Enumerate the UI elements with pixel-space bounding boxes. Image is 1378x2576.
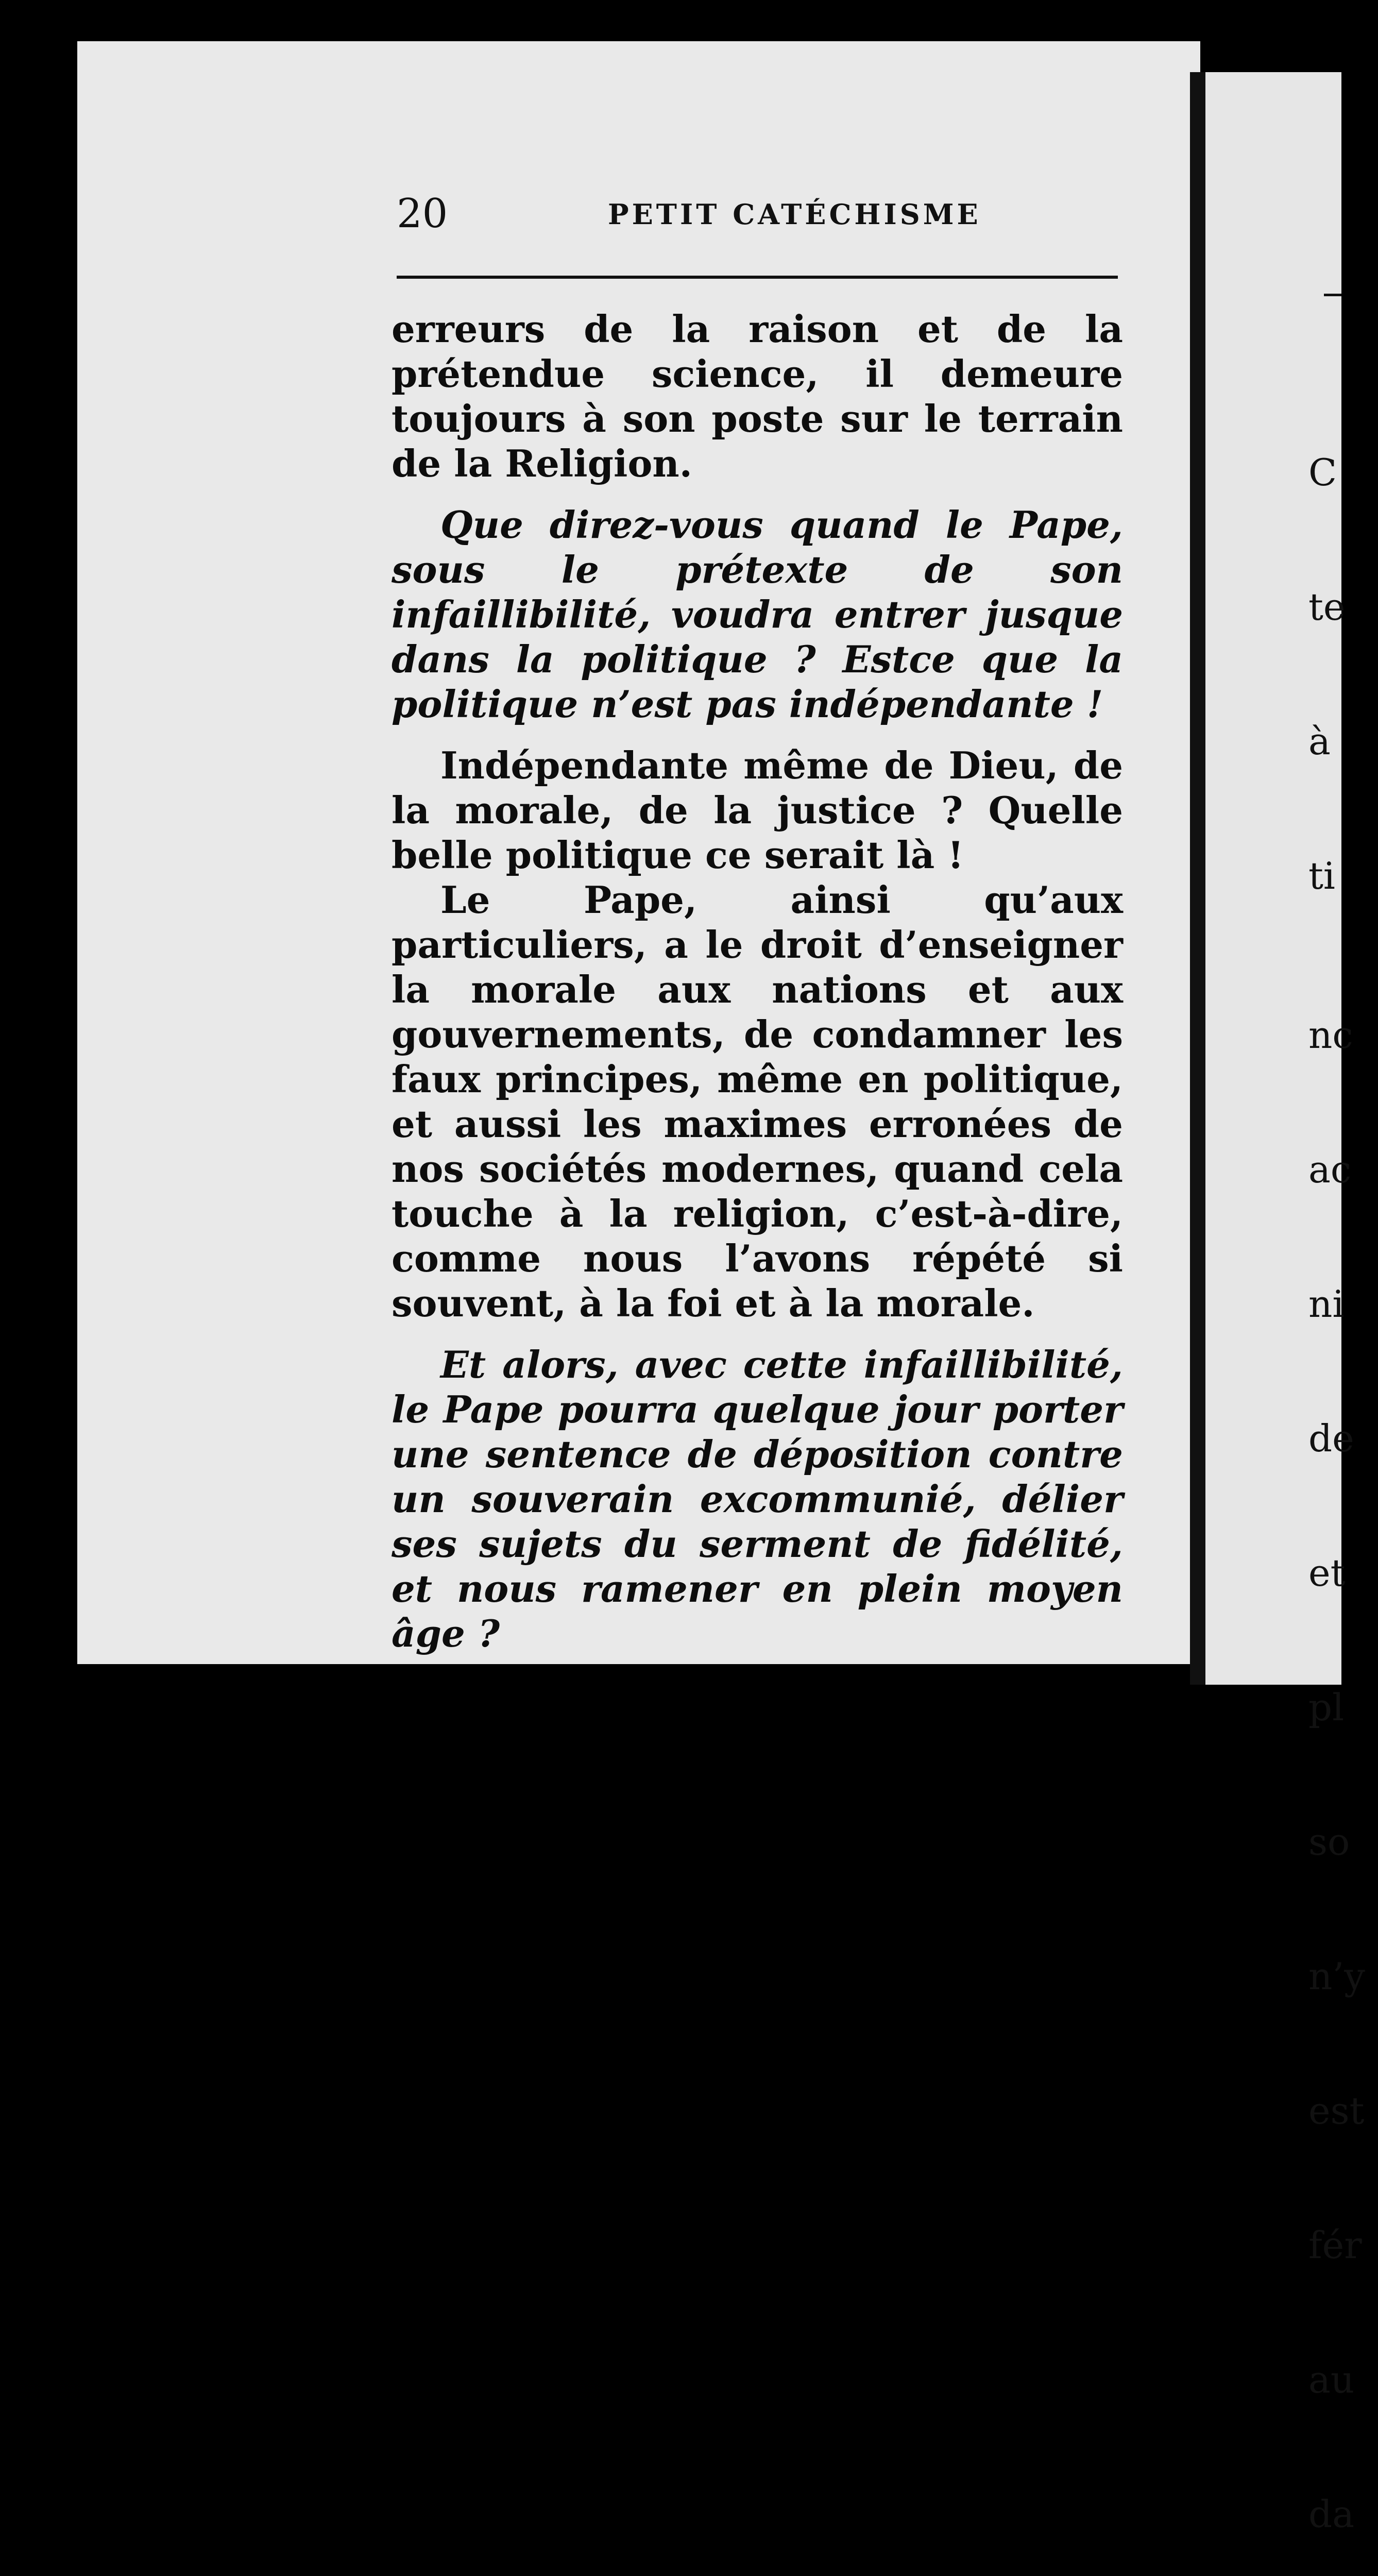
header-rule — [397, 276, 1118, 279]
running-head: PETIT CATÉCHISME — [608, 198, 981, 231]
fragment: fér — [1308, 2224, 1362, 2267]
fragment: te — [1308, 585, 1346, 629]
fragment: ac — [1308, 1148, 1352, 1191]
body-text — [392, 307, 1123, 1656]
right-page-fragments — [1308, 361, 1378, 2576]
answer-2: Le Pape, ainsi qu’aux particuliers, a le droit d’enseigner la morale aux nations et aux gouvernements, de condamner les faux principes, même en politique, et aussi les maximes erronées de nos sociétés modernes, quand cela touche à la religion, c’est-à-dire, comme nous l’avons répété si souvent, à la foi et à la morale. — [392, 878, 1123, 1325]
fragment: à — [1308, 720, 1331, 763]
fragment: nc — [1308, 1013, 1353, 1057]
question-2: Et alors, avec cette infaillibilité, le Pape pourra quelque jour porter une sentence de déposition contre un souverain excommunié, délier ses sujets du serment de fidélité, et nous ramener en plein moyen âge ? — [392, 1343, 1123, 1655]
page-number: 20 — [397, 191, 448, 237]
fragment: C — [1308, 451, 1337, 494]
fragment: so — [1308, 1820, 1350, 1863]
page-gutter — [1190, 72, 1205, 1685]
paragraph-1: erreurs de la raison et de la prétendue science, il demeure toujours à son poste sur le terrain de la Religion. — [392, 307, 1123, 485]
fragment: ti — [1308, 854, 1335, 897]
fragment: de — [1308, 1417, 1354, 1460]
right-page-rule — [1324, 294, 1341, 296]
fragment: au — [1308, 2358, 1355, 2401]
answer-1: Indépendante même de Dieu, de la morale, de la justice ? Quelle belle politique ce serait là ! — [392, 743, 1123, 877]
fragment: est — [1308, 2089, 1365, 2132]
fragment: et — [1308, 1551, 1346, 1595]
fragment: ni — [1308, 1282, 1345, 1326]
fragment: n’y — [1308, 1955, 1365, 1998]
fragment: da — [1308, 2493, 1355, 2536]
question-1: Que direz-vous quand le Pape, sous le prétexte de son infaillibilité, voudra entrer jusque dans la politique ? Estce que la politique n’est pas indépendante ! — [392, 503, 1123, 726]
page-header — [397, 191, 1118, 237]
fragment: pl — [1308, 1686, 1345, 1729]
